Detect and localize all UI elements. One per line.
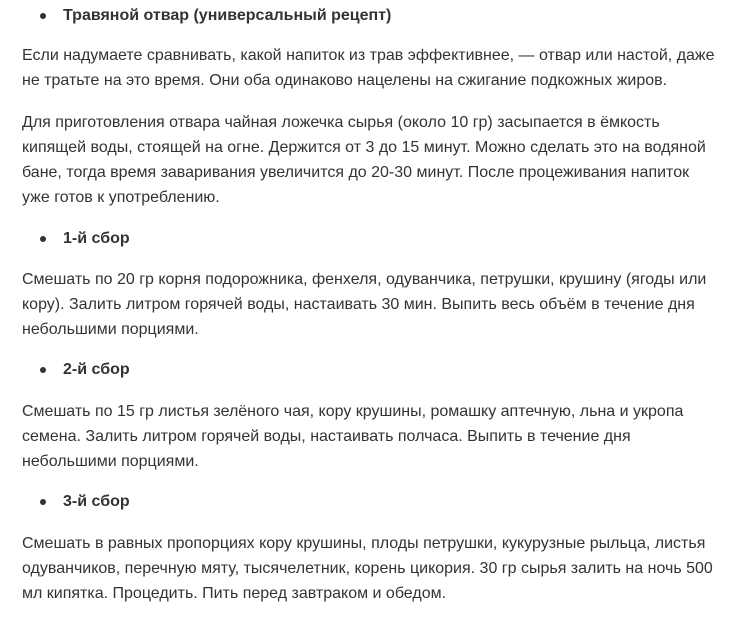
paragraph (22, 399, 683, 474)
paragraph-line: мл кипятка. Процедить. Пить перед завтраком и обедом. (22, 585, 447, 602)
paragraph (22, 43, 715, 93)
paragraph-line: кору). Залить литром горячей воды, настаивать 30 мин. Выпить весь объём в течение дня (22, 296, 695, 313)
heading-text: Травяной отвар (универсальный рецепт) (63, 7, 392, 24)
bullet-dot-icon (40, 367, 46, 373)
heading-text: 1-й сбор (63, 230, 130, 247)
bullet-heading (40, 358, 130, 382)
paragraph-line: Смешать в равных пропорциях кору крушины, плоды петрушки, кукурузные рыльца, листья (22, 535, 706, 552)
bullet-heading (40, 490, 130, 514)
paragraph-line: не тратьте на это время. Они оба одинаково нацелены на сжигание подкожных жиров. (22, 72, 668, 89)
paragraph-line: Смешать по 15 гр листья зелёного чая, кору крушины, ромашку аптечную, льна и укропа (22, 403, 684, 420)
paragraph-line: Если надумаете сравнивать, какой напиток из трав эффективнее, — отвар или настой, даже (22, 47, 715, 64)
paragraph-line: семена. Залить литром горячей воды, настаивать полчаса. Выпить в течение дня (22, 428, 631, 445)
paragraph (22, 110, 706, 210)
paragraph-line: небольшими порциями. (22, 321, 199, 338)
bullet-heading (40, 227, 130, 251)
paragraph-line: Смешать по 20 гр корня подорожника, фенхеля, одуванчика, петрушки, крушину (ягоды или (22, 271, 707, 288)
paragraph-line: небольшими порциями. (22, 453, 199, 470)
paragraph (22, 531, 713, 606)
paragraph-line: Для приготовления отвара чайная ложечка сырья (около 10 гр) засыпается в ёмкость (22, 114, 660, 131)
heading-text: 2-й сбор (63, 361, 130, 378)
bullet-heading (40, 4, 391, 28)
paragraph-line: бане, тогда время заваривания увеличится до 20-30 минут. После процеживания напиток (22, 164, 690, 181)
paragraph-line: одуванчиков, перечную мяту, тысячелетник, корень цикория. 30 гр сырья залить на ночь 500 (22, 560, 713, 577)
bullet-dot-icon (40, 13, 46, 19)
bullet-dot-icon (40, 499, 46, 505)
heading-text: 3-й сбор (63, 493, 130, 510)
paragraph-line: уже готов к употреблению. (22, 189, 220, 206)
paragraph-line: кипящей воды, стоящей на огне. Держится от 3 до 15 минут. Можно сделать это на водяной (22, 139, 706, 156)
bullet-dot-icon (40, 236, 46, 242)
paragraph (22, 267, 706, 342)
